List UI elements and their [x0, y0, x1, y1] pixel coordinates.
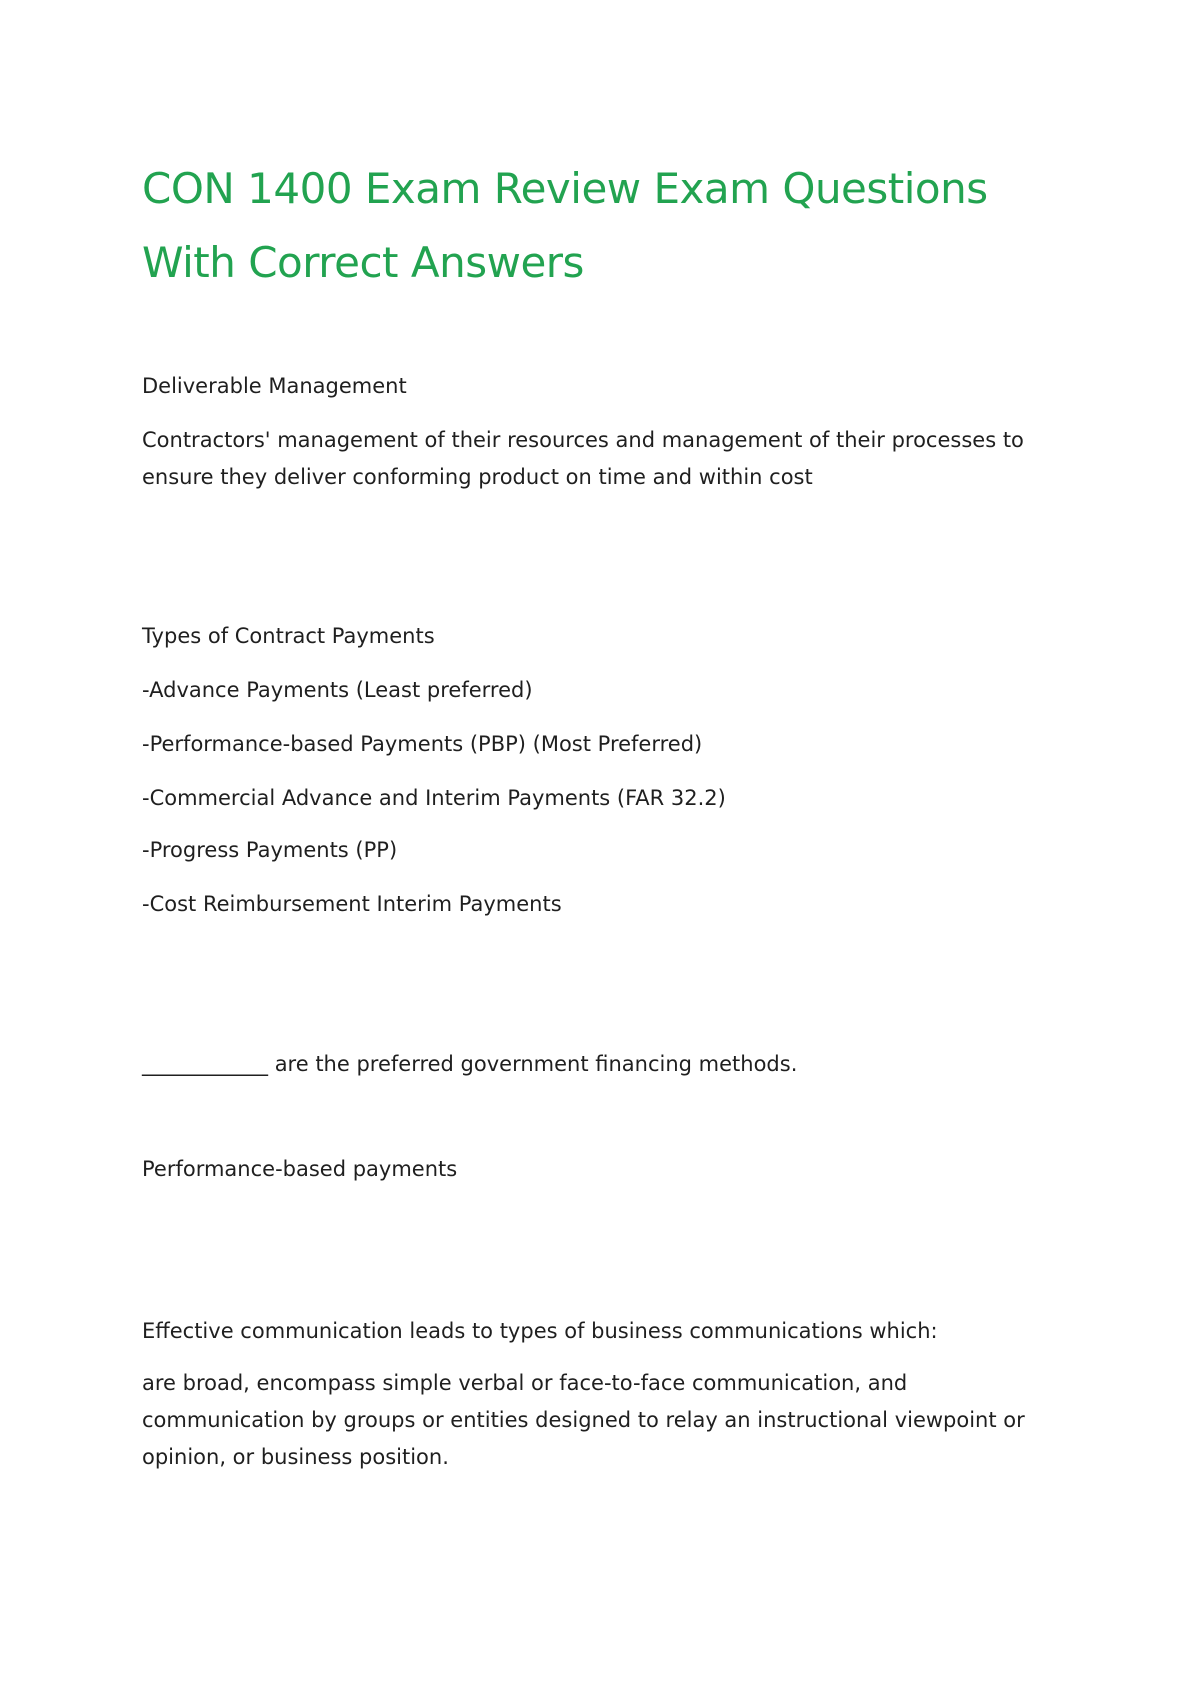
question-text: Effective communication leads to types of business communications which: — [142, 1319, 938, 1343]
answer-list-item: -Advance Payments (Least preferred) — [142, 678, 533, 702]
answer-text: Contractors' management of their resources and management of their processes to ensure they deliver conforming product on time and within cost — [142, 428, 1024, 489]
answer-list-item: -Commercial Advance and Interim Payments (FAR 32.2) — [142, 786, 726, 810]
question-text — [142, 1046, 1062, 1083]
question-text: Deliverable Management — [142, 374, 407, 398]
answer-list-item: -Cost Reimbursement Interim Payments — [142, 892, 562, 916]
answer-list-item: -Progress Payments (PP) — [142, 838, 398, 862]
answer-text: are broad, encompass simple verbal or face-to-face communication, and communication by groups or entities designed to relay an instructional viewpoint or opinion, or business position. — [142, 1371, 1025, 1469]
question-blank: ____________ — [142, 1052, 268, 1076]
question-text: Types of Contract Payments — [142, 624, 435, 648]
question-remainder: are the preferred government financing methods. — [274, 1052, 798, 1076]
qa-block-contract-payments — [142, 618, 1062, 923]
qa-block-deliverable-management — [142, 368, 1062, 496]
document-title: CON 1400 Exam Review Exam Questions With Correct Answers — [142, 164, 988, 287]
answer-text: Performance-based payments — [142, 1157, 458, 1181]
answer-list-item: -Performance-based Payments (PBP) (Most Preferred) — [142, 732, 703, 756]
qa-block-business-communications — [142, 1313, 1062, 1476]
qa-block-financing-methods — [142, 1046, 1062, 1188]
